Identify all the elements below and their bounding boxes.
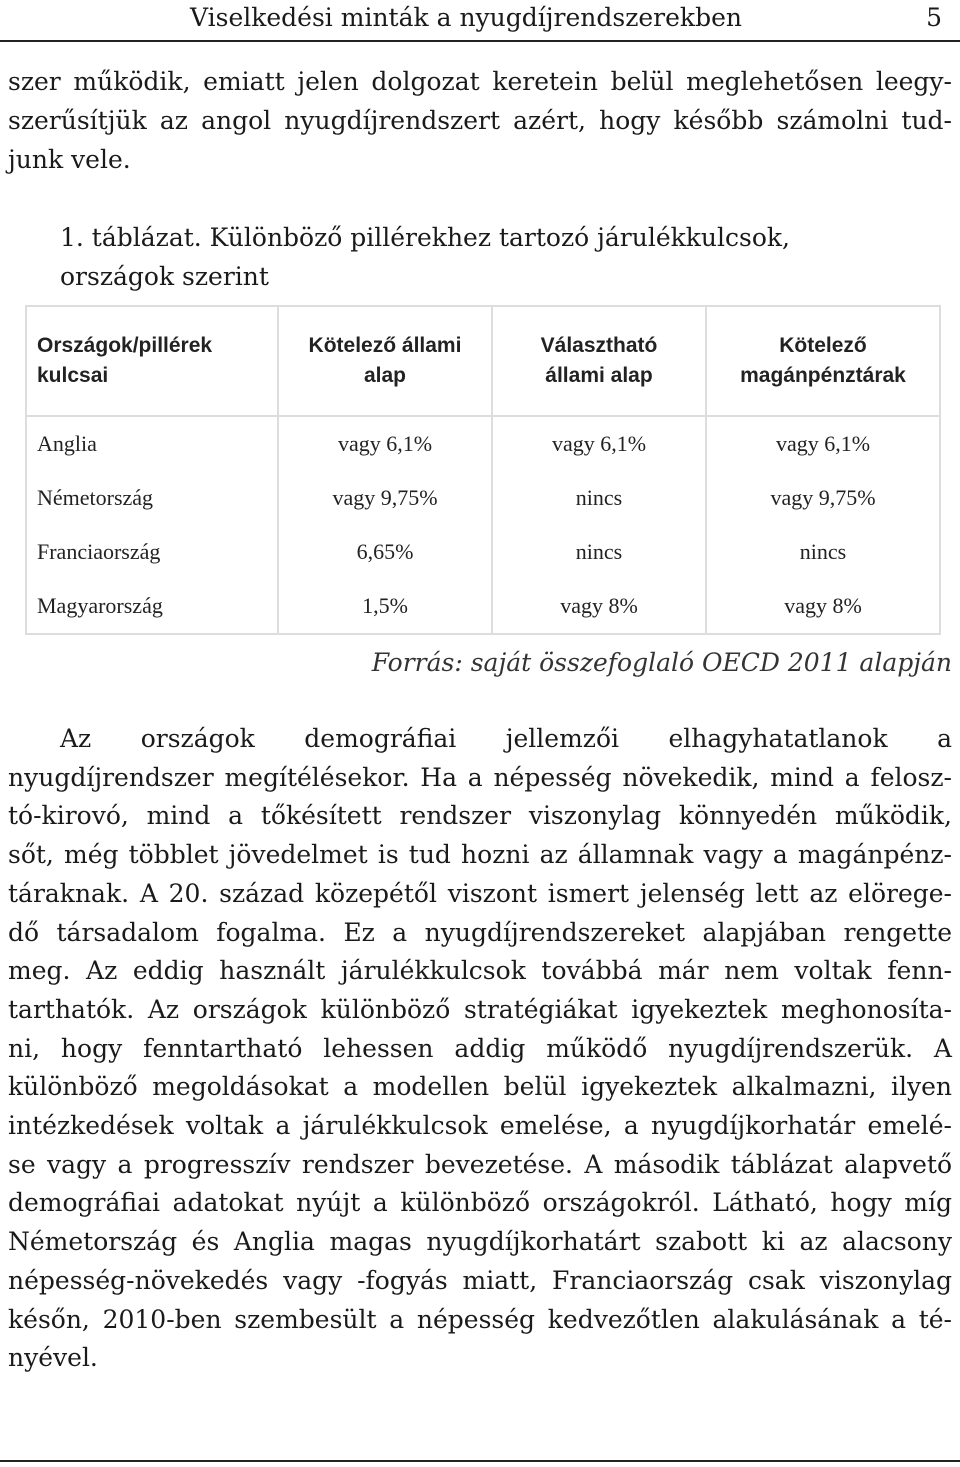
body-line: tarthatók. Az országok különböző stratégiákat igyekeztek meghonosíta-	[8, 994, 952, 1024]
body-line: demográfiai adatokat nyújt a különböző országokról. Látható, hogy míg	[8, 1188, 952, 1218]
caption-line-2: országok szerint	[60, 262, 269, 291]
body-line: tó-kirovó, mind a tőkésített rendszer viszonylag könnyedén működik,	[8, 801, 952, 831]
table-row	[26, 416, 940, 471]
page-number: 5	[926, 3, 942, 32]
table-cell: vagy 9,75%	[278, 471, 492, 525]
body-line: intézkedések voltak a járulékkulcsok emelése, a nyugdíjkorhatár emelé-	[8, 1111, 952, 1141]
body-line: különböző megoldásokat a modellen belül igyekeztek alkalmazni, ilyen	[8, 1072, 952, 1102]
table-cell: vagy 6,1%	[706, 416, 940, 471]
intro-line: szer működik, emiatt jelen dolgozat keretein belül meglehetősen leegy-	[8, 67, 952, 96]
body-line: dő társadalom fogalma. Ez a nyugdíjrendszereket alapjában rengette	[8, 917, 952, 947]
table-cell: 1,5%	[278, 579, 492, 634]
body-line: táraknak. A 20. század közepétől viszont ismert jelenség lett az elörege-	[8, 878, 952, 908]
table-row	[26, 525, 940, 579]
table-cell-country: Anglia	[26, 416, 278, 471]
table-cell: nincs	[706, 525, 940, 579]
table-cell: vagy 9,75%	[706, 471, 940, 525]
caption-line-1: 1. táblázat. Különböző pillérekhez tartozó járulékkulcsok,	[60, 223, 791, 252]
intro-paragraph	[8, 62, 952, 179]
body-line: Az országok demográfiai jellemzői elhagyhatatlanok a	[60, 724, 952, 753]
column-header-mandatory-state: Kötelező állami alap	[278, 306, 492, 416]
contribution-rates-table	[25, 305, 941, 635]
body-paragraph	[8, 720, 952, 1378]
table-cell-country: Magyarország	[26, 579, 278, 634]
page-header	[0, 0, 960, 42]
table-caption	[60, 218, 790, 296]
body-line: Németország és Anglia magas nyugdíjkorhatárt szabott ki az alacsony	[8, 1227, 952, 1257]
body-line: sőt, még többlet jövedelmet is tud hozni az államnak vagy a magánpénz-	[8, 840, 952, 870]
intro-line: junk vele.	[8, 145, 131, 174]
body-line: nyugdíjrendszer megítélésekor. Ha a népesség növekedik, mind a felosz-	[8, 762, 952, 792]
intro-line: szerűsítjük az angol nyugdíjrendszert azért, hogy később számolni tud-	[8, 106, 952, 135]
body-line: nyével.	[8, 1343, 98, 1373]
column-header-mandatory-private: Kötelező magánpénztárak	[706, 306, 940, 416]
table-cell: vagy 6,1%	[278, 416, 492, 471]
table-header-row	[26, 306, 940, 416]
table-cell: 6,65%	[278, 525, 492, 579]
table-cell-country: Franciaország	[26, 525, 278, 579]
body-line: meg. Az eddig használt járulékkulcsok továbbá már nem voltak fenn-	[8, 956, 952, 986]
body-line: ni, hogy fenntartható lehessen addig működő nyugdíjrendszerük. A	[8, 1033, 952, 1063]
running-title: Viselkedési minták a nyugdíjrendszerekben	[190, 3, 742, 32]
table-row	[26, 471, 940, 525]
table-cell: vagy 6,1%	[492, 416, 706, 471]
column-header-countries: Országok/pillérek kulcsai	[26, 306, 278, 416]
footer-rule	[0, 1460, 960, 1462]
table-cell: vagy 8%	[706, 579, 940, 634]
table-row	[26, 579, 940, 634]
table-source-note: Forrás: saját összefoglaló OECD 2011 alapján	[371, 648, 952, 677]
table-cell: nincs	[492, 525, 706, 579]
table-cell: nincs	[492, 471, 706, 525]
column-header-optional-state: Választható állami alap	[492, 306, 706, 416]
table-cell: vagy 8%	[492, 579, 706, 634]
body-line: népesség-növekedés vagy -fogyás miatt, Franciaország csak viszonylag	[8, 1265, 952, 1295]
table-cell-country: Németország	[26, 471, 278, 525]
body-line: későn, 2010-ben szembesült a népesség kedvezőtlen alakulásának a té-	[8, 1304, 952, 1334]
body-line: se vagy a progresszív rendszer bevezetése. A második táblázat alapvető	[8, 1149, 952, 1179]
